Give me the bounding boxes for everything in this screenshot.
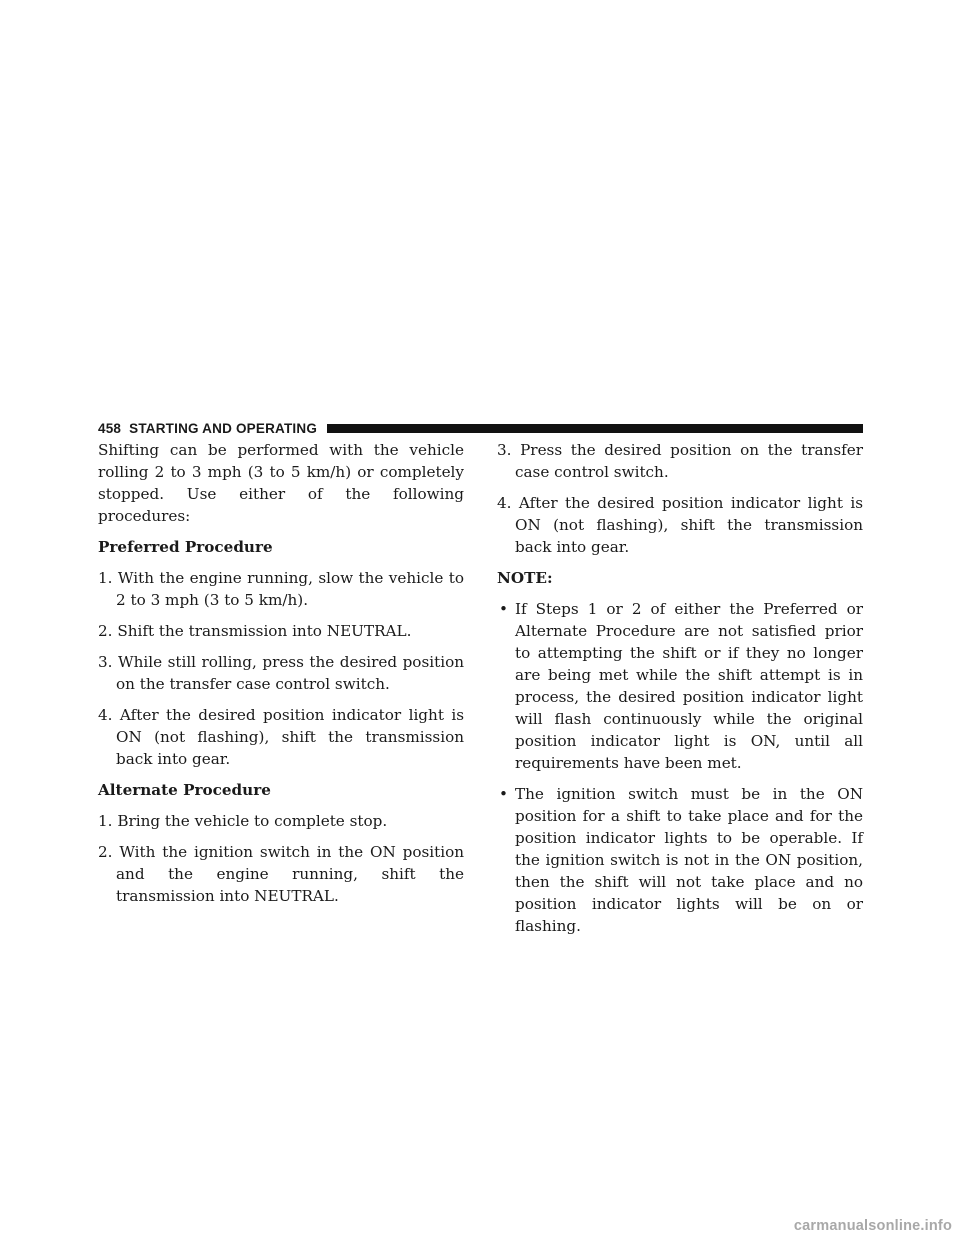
alternate-step-3: 3. Press the desired position on the transfer case control switch. [497, 441, 863, 481]
page-header [98, 417, 863, 439]
watermark: carmanualsonline.info [793, 1218, 952, 1234]
note-heading: NOTE: [497, 569, 553, 587]
preferred-step-4: 4. After the desired position indicator light is ON (not flashing), shift the transmission back into gear. [98, 706, 464, 768]
alternate-procedure-heading: Alternate Procedure [98, 781, 271, 799]
alternate-step-2: 2. With the ignition switch in the ON position and the engine running, shift the transmission into NEUTRAL. [98, 843, 464, 905]
right-column [497, 439, 863, 946]
preferred-step-1: 1. With the engine running, slow the vehicle to 2 to 3 mph (3 to 5 km/h). [98, 569, 464, 609]
preferred-procedure-heading: Preferred Procedure [98, 538, 273, 556]
preferred-step-2: 2. Shift the transmission into NEUTRAL. [98, 622, 412, 640]
note-text: The ignition switch must be in the ON position for a shift to take place and for the position indicator lights to be operable. If the ignition switch is not in the ON position, then the shift will not take place and no position indicator lights will be on or flashing. [515, 785, 863, 935]
section-title: STARTING AND OPERATING [129, 420, 318, 436]
alternate-step-4: 4. After the desired position indicator light is ON (not flashing), shift the transmission back into gear. [497, 494, 863, 556]
note-text: If Steps 1 or 2 of either the Preferred or Alternate Procedure are not satisfied prior to attempting the shift or if they no longer are being met while the shift attempt is in process, the desired position indicator light will flash continuously while the original position indicator light is ON, until all requirements have been met. [515, 600, 863, 772]
preferred-step-3: 3. While still rolling, press the desired position on the transfer case control switch. [98, 653, 464, 693]
left-column [98, 439, 464, 916]
header-rule [327, 424, 863, 433]
note-item [497, 783, 863, 937]
note-item [497, 598, 863, 774]
bullet-icon: • [499, 785, 508, 803]
page-number: 458 [98, 420, 122, 436]
bullet-icon: • [499, 600, 508, 618]
intro-paragraph: Shifting can be performed with the vehicle rolling 2 to 3 mph (3 to 5 km/h) or completely stopped. Use either of the following procedures: [98, 441, 464, 525]
alternate-step-1: 1. Bring the vehicle to complete stop. [98, 812, 388, 830]
